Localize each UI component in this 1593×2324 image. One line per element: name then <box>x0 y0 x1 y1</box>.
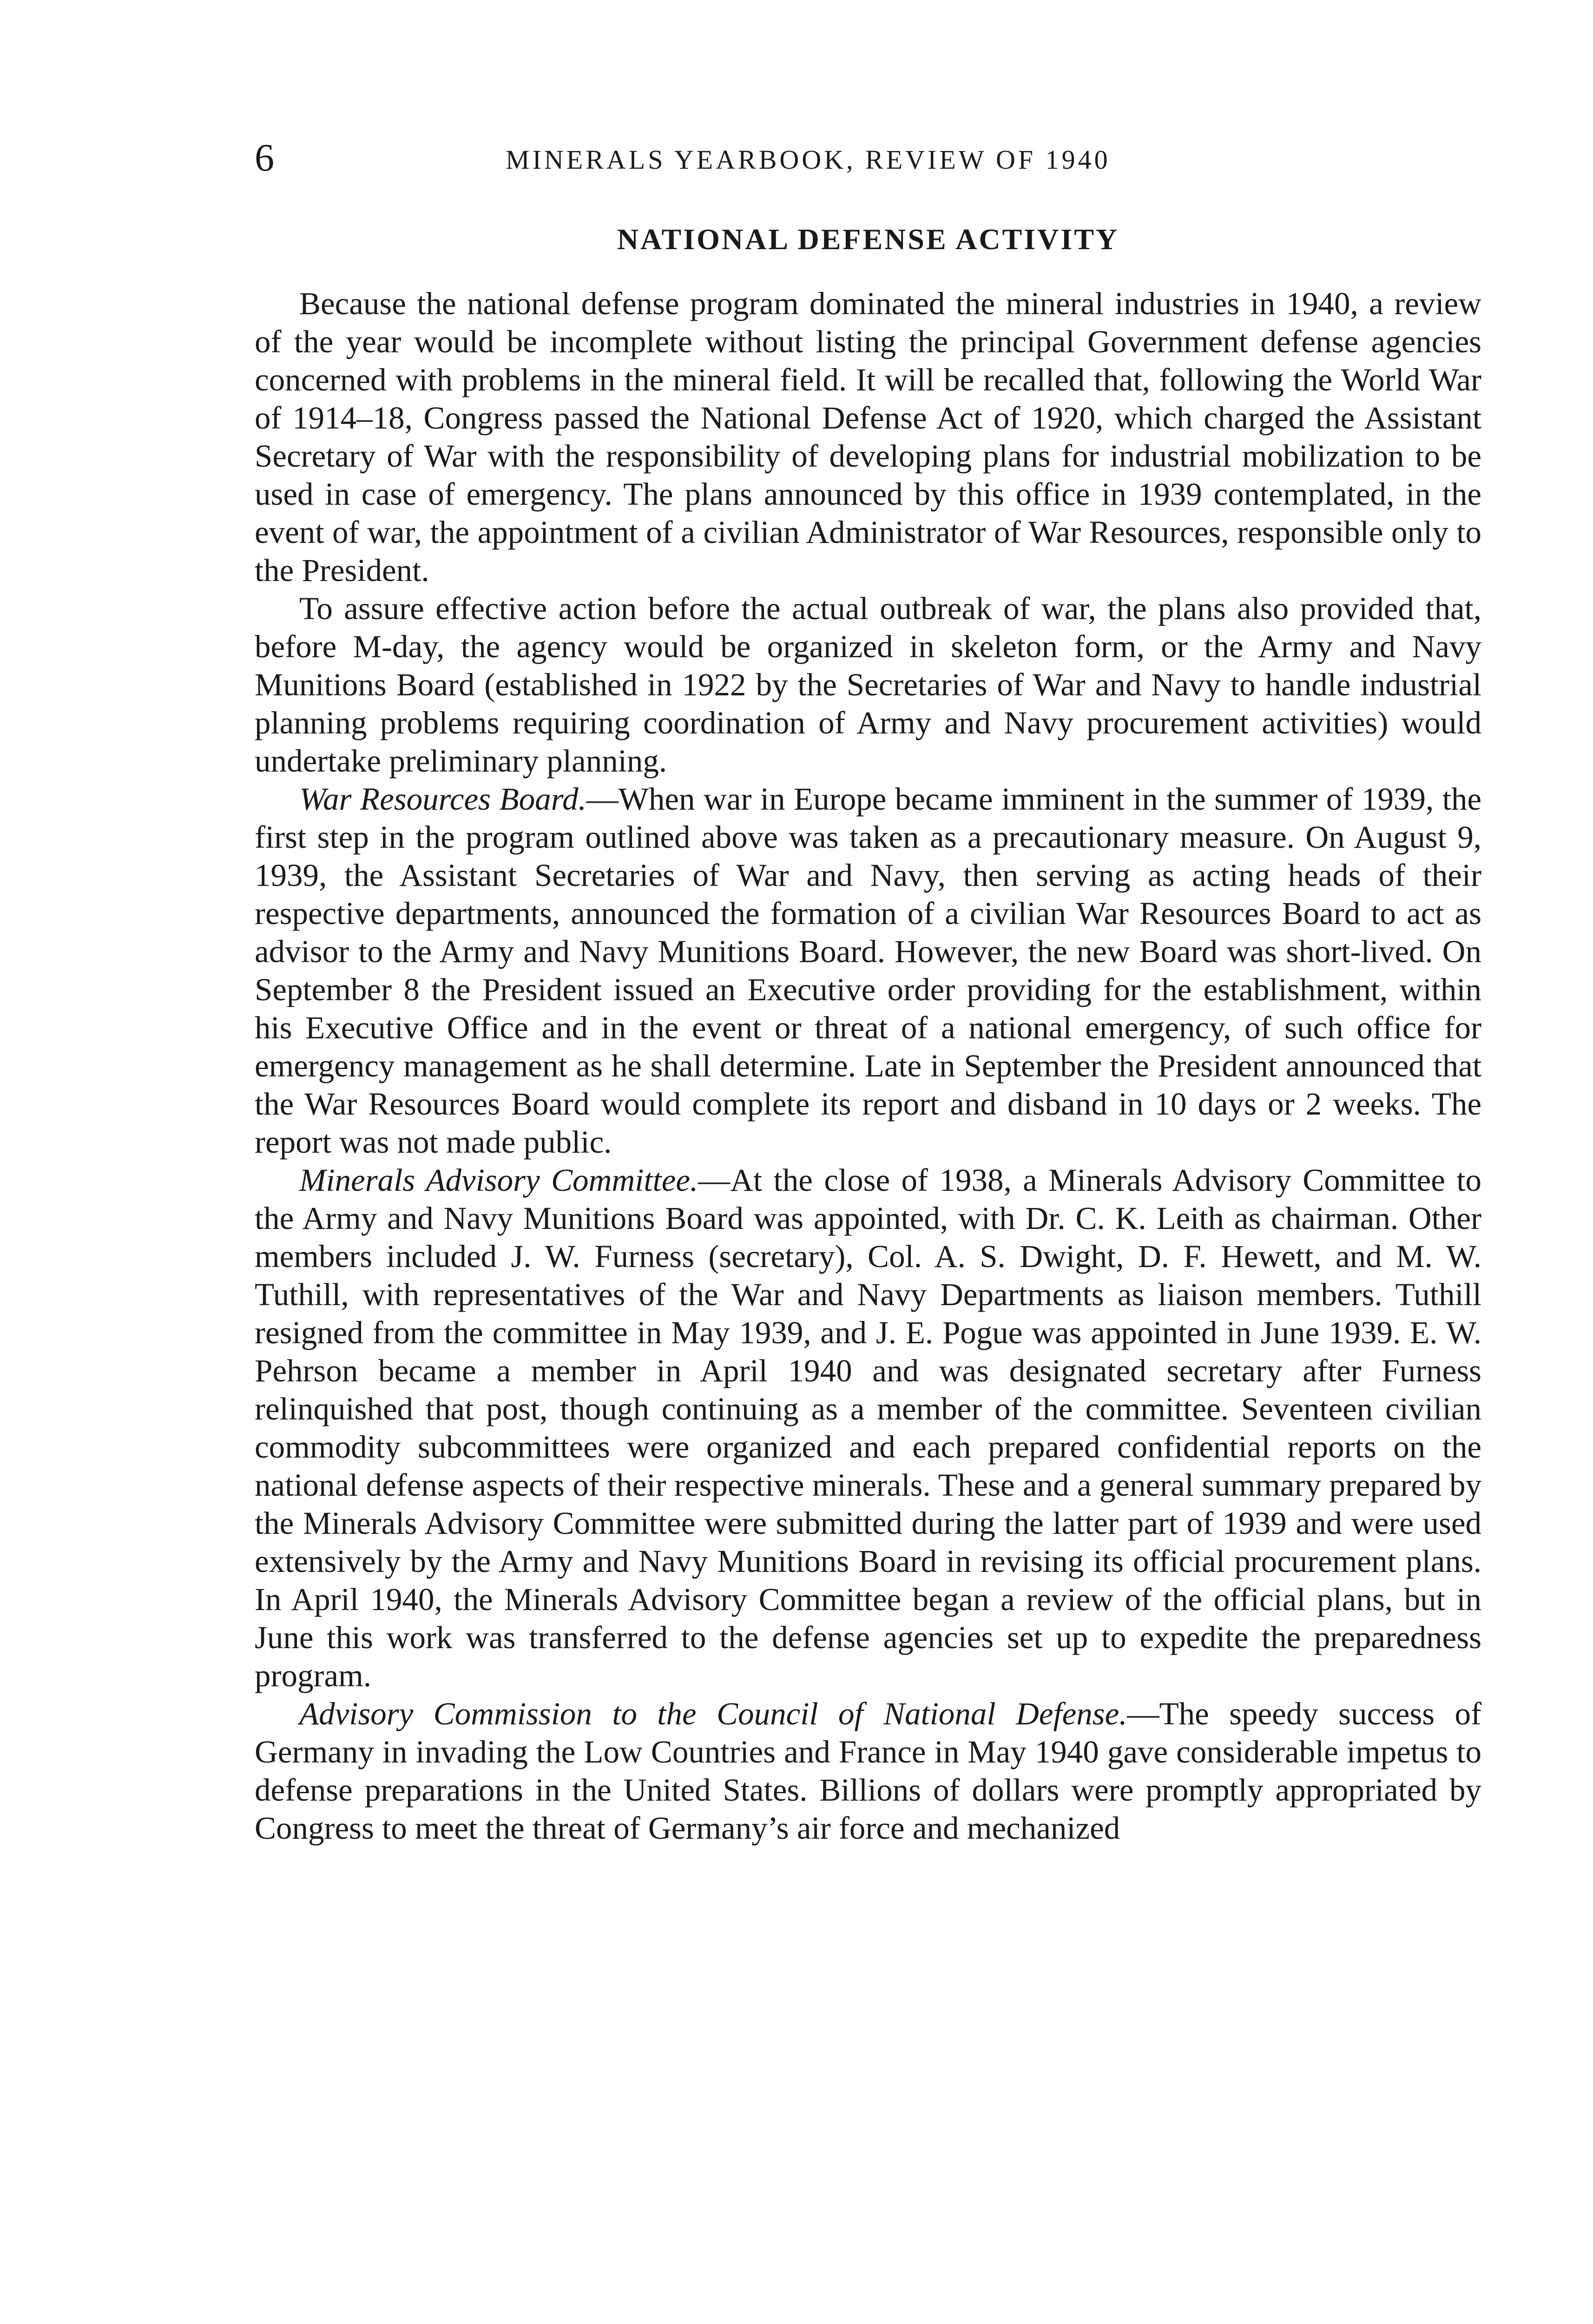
paragraph <box>255 284 1481 589</box>
section-title: NATIONAL DEFENSE ACTIVITY <box>617 223 1119 256</box>
running-head <box>255 135 1481 181</box>
paragraph-text: —The speedy success of Germany in invading the Low Countries and France in May 1940 gave considerable impetus to defense preparations in the United States. Billions of dollars were promptly appropriated by Congress to meet the threat of Germany’s air force and mechanized <box>255 1696 1481 1846</box>
paragraph <box>255 1161 1481 1695</box>
paragraph-run-in-heading: Advisory Commission to the Council of National Defense. <box>299 1696 1127 1731</box>
paragraph <box>255 589 1481 780</box>
paragraph-text: To assure effective action before the actual outbreak of war, the plans also provided that, before M-day, the agency would be organized in skeleton form, or the Army and Navy Munitions Board (established in 1922 by the Secretaries of War and Navy to handle industrial planning problems requiring coordination of Army and Navy procurement activities) would undertake preliminary planning. <box>255 591 1481 779</box>
paragraph-text: —When war in Europe became imminent in the summer of 1939, the first step in the program outlined above was taken as a precautionary measure. On August 9, 1939, the Assistant Secretaries of War and Navy, then serving as acting heads of their respective departments, announced the formation of a civilian War Resources Board to act as advisor to the Army and Navy Munitions Board. However, the new Board was short-lived. On September 8 the President issued an Executive order providing for the establishment, within his Executive Office and in the event or threat of a national emergency, of such office for emergency management as he shall determine. Late in September the President announced that the War Resources Board would complete its report and disband in 10 days or 2 weeks. The report was not made public. <box>255 781 1481 1160</box>
paragraph-text: Because the national defense program dominated the mineral industries in 1940, a review of the year would be incomplete without listing the principal Government defense agencies concerned with problems in the mineral field. It will be recalled that, following the World War of 1914–18, Congress passed the National Defense Act of 1920, which charged the Assistant Secretary of War with the responsibility of developing plans for industrial mobilization to be used in case of emergency. The plans announced by this office in 1939 contemplated, in the event of war, the appointment of a civilian Administrator of War Resources, responsible only to the President. <box>255 286 1481 588</box>
paragraph <box>255 780 1481 1161</box>
paragraph-run-in-heading: Minerals Advisory Committee. <box>299 1162 698 1198</box>
paragraph <box>255 1695 1481 1847</box>
running-title: MINERALS YEARBOOK, REVIEW OF 1940 <box>506 145 1111 175</box>
paragraph-text: —At the close of 1938, a Minerals Advisory Committee to the Army and Navy Munitions Board was appointed, with Dr. C. K. Leith as chairman. Other members included J. W. Furness (secretary), Col. A. S. Dwight, D. F. Hewett, and M. W. Tuthill, with representatives of the War and Navy Departments as liaison members. Tuthill resigned from the committee in May 1939, and J. E. Pogue was appointed in June 1939. E. W. Pehrson became a member in April 1940 and was designated secretary after Furness relinquished that post, though continuing as a member of the committee. Seventeen civilian commodity subcommittees were organized and each prepared confidential reports on the national defense aspects of their respective minerals. These and a general summary prepared by the Minerals Advisory Committee were submitted during the latter part of 1939 and were used extensively by the Army and Navy Munitions Board in revising its official procurement plans. In April 1940, the Minerals Advisory Committee began a review of the official plans, but in June this work was transferred to the defense agencies set up to expedite the preparedness program. <box>255 1162 1482 1693</box>
paragraph-run-in-heading: War Resources Board. <box>299 781 586 817</box>
body-text <box>255 284 1481 1847</box>
page-number: 6 <box>255 136 274 179</box>
